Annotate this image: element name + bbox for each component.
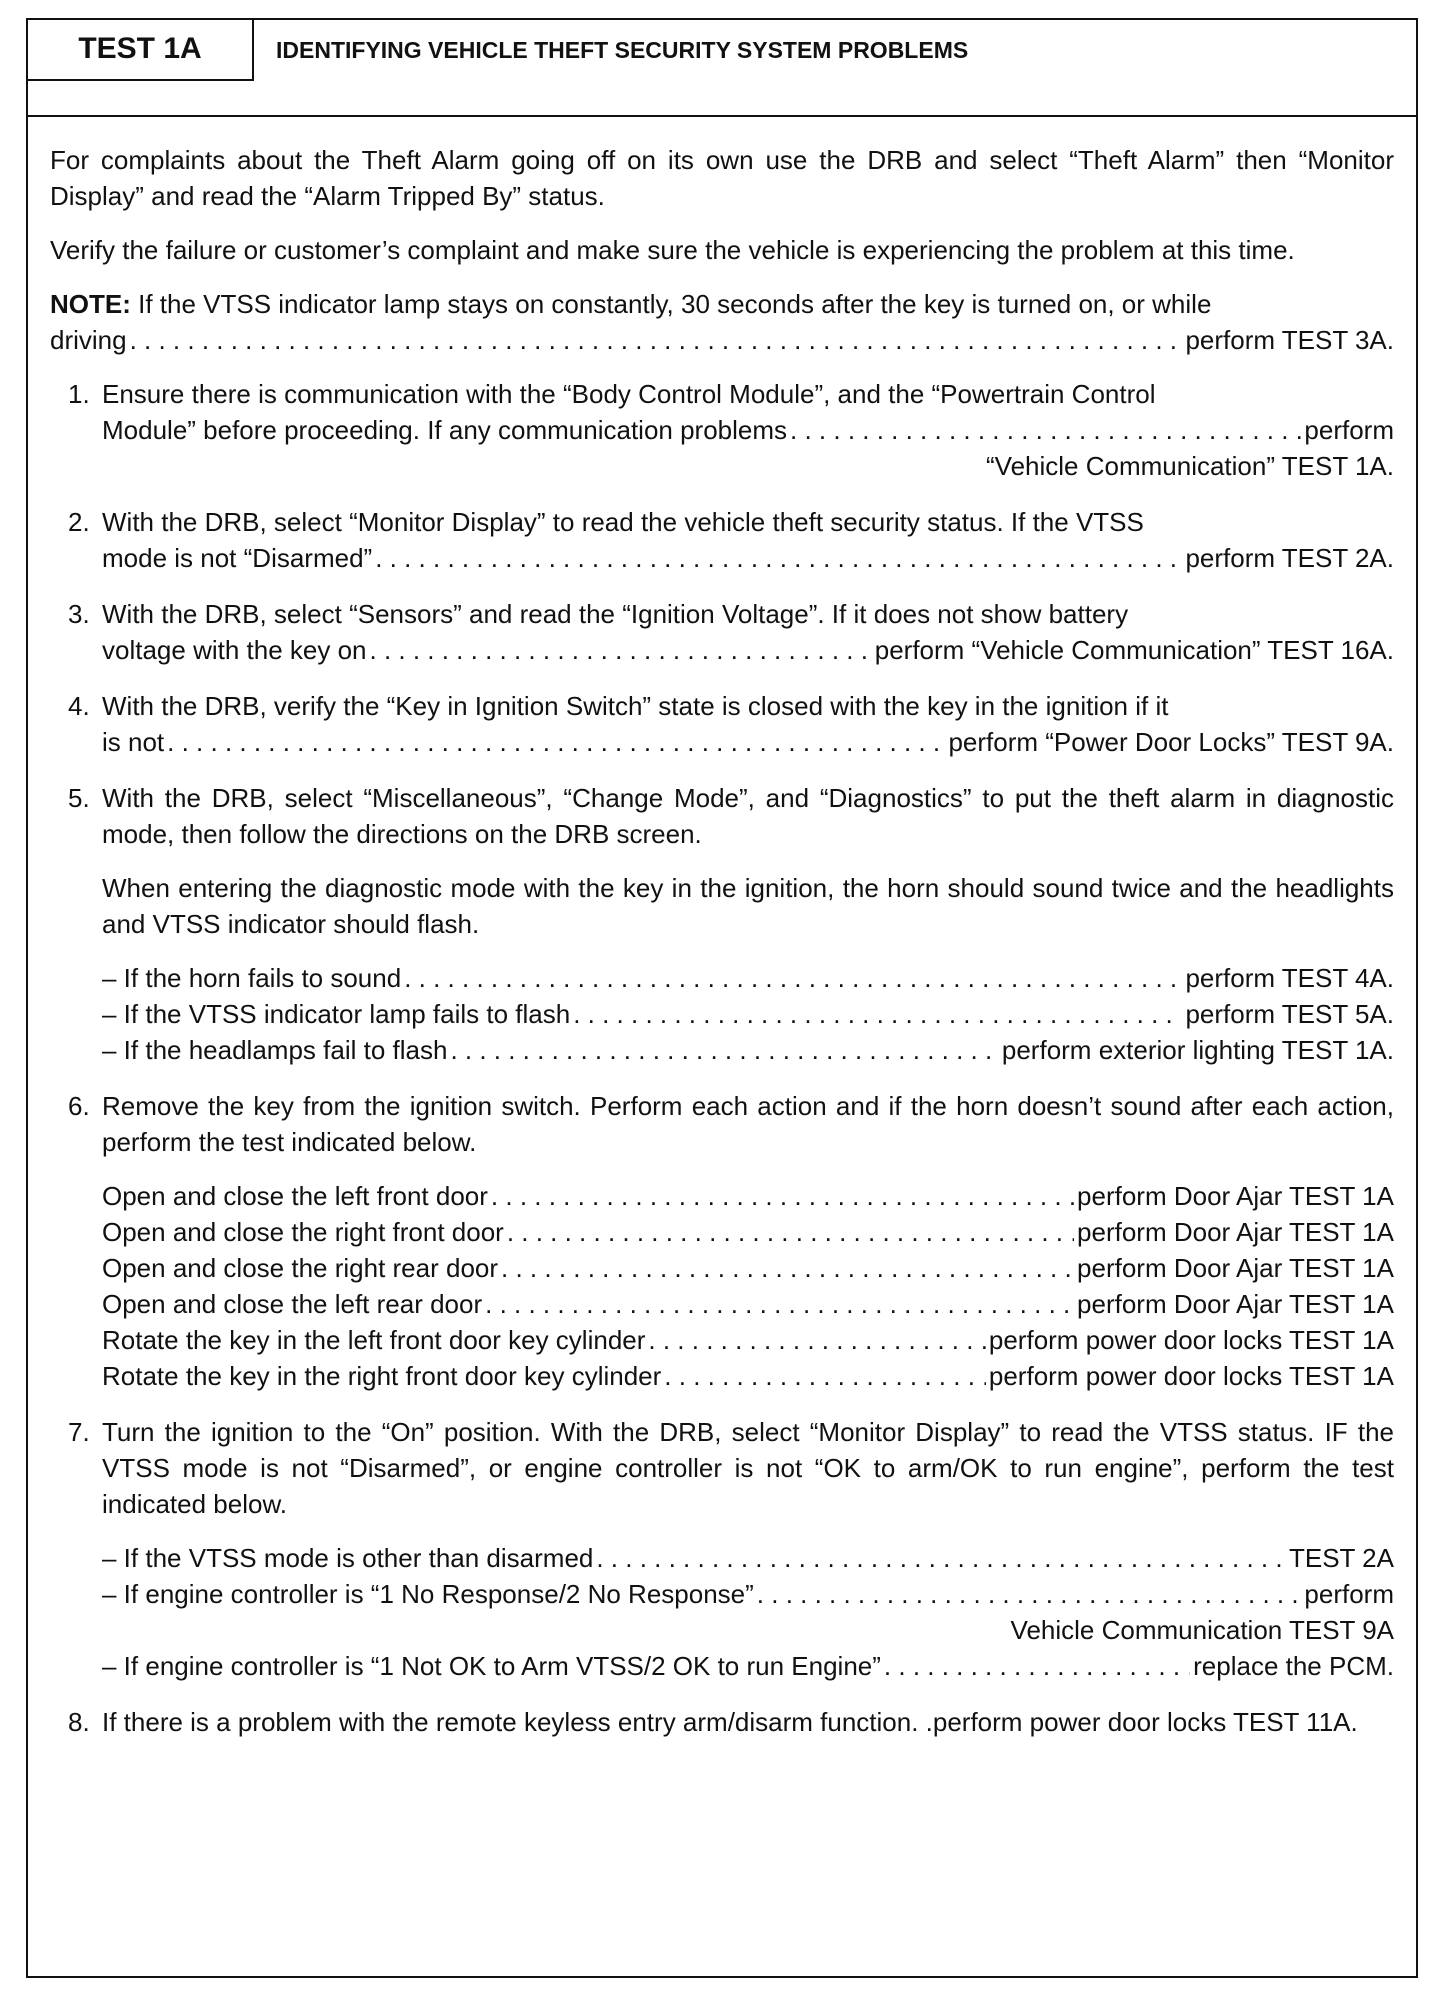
step-5-text-2: When entering the diagnostic mode with the key in the ignition, the horn should sound twice and the headlights and VTSS indicator should flash. [102, 873, 1394, 939]
step-1-continuation: “Vehicle Communication” TEST 1A. [986, 451, 1394, 481]
step-5: 5. With the DRB, select “Miscellaneous”, “Change Mode”, and “Diagnostics” to put the theft alarm in diagnostic mode, then follow the directions on the DRB screen. When entering the diagnostic mode with the key in the ignition, the horn should sound twice and the headlights and VTSS indicator should flash. – If the horn fails to sound . . . perform TEST 4A. – If the VTSS indicator lamp fails to flash . . . perform TEST 5A. – If the headlamps fail to flash . . . perform exterior lighting TEST 1A. [50, 780, 1394, 1068]
step-3: 3. With the DRB, select “Sensors” and read the “Ignition Voltage”. If it does not show battery voltage with the key on . . . perform “Vehicle Communication” TEST 16A. [50, 596, 1394, 668]
list-item: – If the horn fails to sound . . . perform TEST 4A. [102, 960, 1394, 996]
list-item: – If the VTSS mode is other than disarmed . . . TEST 2A [102, 1540, 1394, 1576]
list-item: Open and close the left rear door . . . perform Door Ajar TEST 1A [102, 1286, 1394, 1322]
list-item: Open and close the right rear door . . . perform Door Ajar TEST 1A [102, 1250, 1394, 1286]
list-item: – If the headlamps fail to flash . . . perform exterior lighting TEST 1A. [102, 1032, 1394, 1068]
list-item: Rotate the key in the left front door key cylinder . . . perform power door locks TEST 1A [102, 1322, 1394, 1358]
list-item: Open and close the right front door . . . perform Door Ajar TEST 1A [102, 1214, 1394, 1250]
header [28, 20, 1416, 117]
step-7-text: Turn the ignition to the “On” position. With the DRB, select “Monitor Display” to read the VTSS status. IF the VTSS mode is not “Disarmed”, or engine controller is not “OK to arm/OK to run engine”, perform the test indicated below. [102, 1417, 1394, 1519]
step-6-list [102, 1178, 1394, 1394]
step-2: 2. With the DRB, select “Monitor Display” to read the vehicle theft security status. If the VTSS mode is not “Disarmed” . . . perform TEST 2A. [50, 504, 1394, 576]
step-1-leader: Module” before proceeding. If any communication problems . . . perform [102, 412, 1394, 448]
test-page-frame [26, 18, 1418, 1978]
note-label: NOTE: [50, 289, 131, 319]
step-6-text: Remove the key from the ignition switch. Perform each action and if the horn doesn’t sound after each action, perform the test indicated below. [102, 1091, 1394, 1157]
step-7-list [102, 1540, 1394, 1684]
note-block [50, 286, 1394, 358]
list-item: – If the VTSS indicator lamp fails to flash . . . perform TEST 5A. [102, 996, 1394, 1032]
step-7: 7. Turn the ignition to the “On” position. With the DRB, select “Monitor Display” to read the VTSS status. IF the VTSS mode is not “Disarmed”, or engine controller is not “OK to arm/OK to run engine”, perform the test indicated below. – If the VTSS mode is other than disarmed . . . TEST 2A – If engine controller is “1 No Response/2 No Response” . . . perform Vehicle Communication TEST 9A – If engine controller is “1 Not OK to Arm VTSS/2 OK to run Engine” . . . replace the PCM. [50, 1414, 1394, 1684]
step-5-list [102, 960, 1394, 1068]
step-3-leader: voltage with the key on . . . perform “Vehicle Communication” TEST 16A. [102, 632, 1394, 668]
list-item: – If engine controller is “1 No Response/2 No Response” . . . perform [102, 1576, 1394, 1612]
list-item: Rotate the key in the right front door key cylinder . . . perform power door locks TEST 1A [102, 1358, 1394, 1394]
step-8: 8. If there is a problem with the remote keyless entry arm/disarm function. .perform power door locks TEST 11A. [50, 1704, 1394, 1740]
list-item: Open and close the left front door . . . perform Door Ajar TEST 1A [102, 1178, 1394, 1214]
step-4-text: With the DRB, verify the “Key in Ignition Switch” state is closed with the key in the ignition if it [102, 691, 1169, 721]
list-item: – If engine controller is “1 Not OK to Arm VTSS/2 OK to run Engine” . . . replace the PCM. [102, 1648, 1394, 1684]
step-6: 6. Remove the key from the ignition switch. Perform each action and if the horn doesn’t sound after each action, perform the test indicated below. Open and close the left front door . . . perform Door Ajar TEST 1A Open and close the right front door . . . perform Door Ajar TEST 1A Open and close the right rear door . . . perform Door Ajar TEST 1A Open and close the left rear door . . . perform Door Ajar TEST 1A Rotate the key in the left front door key cylinder . . . perform power door locks TEST 1A Rotate the key in the right front door key cylinder . . . perform power door locks TEST 1A [50, 1088, 1394, 1394]
note-text: If the VTSS indicator lamp stays on constantly, 30 seconds after the key is turned on, or while [130, 289, 1212, 319]
page-title: IDENTIFYING VEHICLE THEFT SECURITY SYSTEM PROBLEMS [276, 37, 969, 63]
step-2-leader: mode is not “Disarmed” . . . perform TEST 2A. [102, 540, 1394, 576]
step-4-leader: is not . . . perform “Power Door Locks” TEST 9A. [102, 724, 1394, 760]
step-3-text: With the DRB, select “Sensors” and read the “Ignition Voltage”. If it does not show battery [102, 599, 1129, 629]
step-8-text: If there is a problem with the remote keyless entry arm/disarm function. .perform power door locks TEST 11A. [102, 1707, 1358, 1737]
test-id-box: TEST 1A [28, 20, 254, 81]
document-body [50, 142, 1394, 1760]
step-2-text: With the DRB, select “Monitor Display” to read the vehicle theft security status. If the VTSS [102, 507, 1144, 537]
step-1-text: Ensure there is communication with the “Body Control Module”, and the “Powertrain Control [102, 379, 1156, 409]
step-1: 1. Ensure there is communication with the “Body Control Module”, and the “Powertrain Control Module” before proceeding. If any communication problems . . . perform “Vehicle Communication” TEST 1A. [50, 376, 1394, 484]
intro-paragraph-1: For complaints about the Theft Alarm going off on its own use the DRB and select “Theft Alarm” then “Monitor Display” and read the “Alarm Tripped By” status. [50, 145, 1394, 211]
step-4: 4. With the DRB, verify the “Key in Ignition Switch” state is closed with the key in the ignition if it is not . . . perform “Power Door Locks” TEST 9A. [50, 688, 1394, 760]
intro-paragraph-2: Verify the failure or customer’s complaint and make sure the vehicle is experiencing the problem at this time. [50, 235, 1295, 265]
step-7-continuation: Vehicle Communication TEST 9A [1010, 1615, 1394, 1645]
step-5-text: With the DRB, select “Miscellaneous”, “Change Mode”, and “Diagnostics” to put the theft alarm in diagnostic mode, then follow the directions on the DRB screen. [102, 783, 1394, 849]
note-leader-line: driving . . . perform TEST 3A. [50, 322, 1394, 358]
